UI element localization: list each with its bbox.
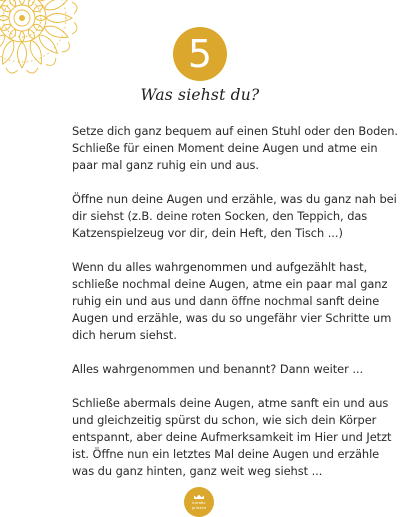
paragraph-2 xyxy=(72,191,397,242)
page-title: Was siehst du? xyxy=(140,86,260,104)
brand-logo xyxy=(184,487,214,517)
text-line: Öffne nun deine Augen und erzähle, was du ganz nah bei xyxy=(72,192,397,206)
text-line: was du ganz hinten, ganz weit weg siehst ... xyxy=(72,464,323,478)
paragraph-3 xyxy=(72,259,392,344)
text-line: Katzenspielzeug vor dir, dein Heft, den Tisch ...) xyxy=(72,226,343,240)
text-line: Wenn du alles wahrgenommen und aufgezählt hast, xyxy=(72,260,368,274)
logo-text-line1: kreativ xyxy=(192,500,206,505)
mandala-icon xyxy=(0,0,82,78)
text-line: schließe nochmal deine Augen, atme ein paar mal ganz xyxy=(72,277,388,291)
text-line: ist. Öffne nun ein letztes Mal deine Augen und erzähle xyxy=(72,447,380,461)
paragraph-5 xyxy=(72,395,392,480)
text-line: und gleichzeitig spürst du schon, wie sich dein Körper xyxy=(72,413,377,427)
paragraph-1 xyxy=(72,123,398,174)
text-line: paar mal ganz ruhig ein und aus. xyxy=(72,158,259,172)
paragraph-4 xyxy=(72,361,374,378)
step-number: 5 xyxy=(187,32,213,76)
text-line: ruhig ein und aus und dann öffne nochmal sanft deine xyxy=(72,294,380,308)
logo-text-line2: prinzen xyxy=(191,504,207,510)
text-line: dir siehst (z.B. deine roten Socken, den Teppich, das xyxy=(72,209,368,223)
text-line: Schließe abermals deine Augen, atme sanft ein und aus xyxy=(72,396,389,410)
text-line: Setze dich ganz bequem auf einen Stuhl oder den Boden. xyxy=(72,124,398,138)
text-line: Schließe für einen Moment deine Augen und atme ein xyxy=(72,141,378,155)
text-line: entspannt, aber deine Aufmerksamkeit im Hier und Jetzt xyxy=(72,430,392,444)
text-line: Augen und erzähle, was du so ungefähr vier Schritte um xyxy=(72,311,392,325)
text-line: Alles wahrgenommen und benannt? Dann weiter ... xyxy=(72,362,364,376)
text-line: dich herum siehst. xyxy=(72,328,177,342)
instructions-text xyxy=(72,123,398,497)
step-number-badge xyxy=(173,27,227,81)
